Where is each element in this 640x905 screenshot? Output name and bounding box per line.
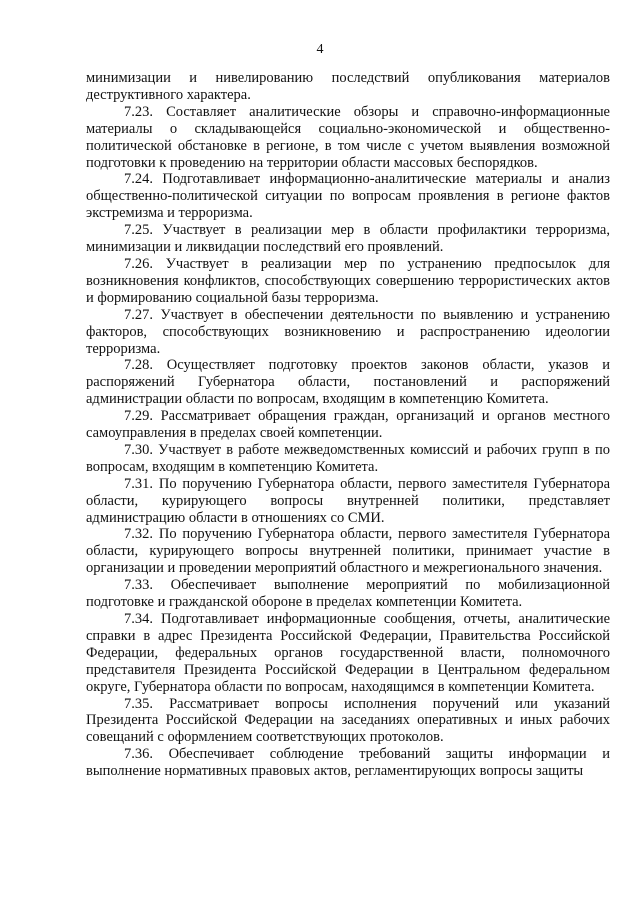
- paragraph-7-35: [86, 696, 610, 747]
- paragraph-number: 7.35.: [124, 695, 153, 712]
- paragraph-number: 7.27.: [124, 306, 153, 323]
- paragraph-number: 7.34.: [124, 611, 153, 627]
- paragraph-text: Подготавливает информационные сообщения, отчеты, аналитические справки в адрес Президента Российской Федерации, Правительства Российской Федерации, федеральных органов государственной власти, полномочного представителя Президента Российской Федерации в Центральном федеральном округе, Губернатора области по вопросам, находящимся в компетенции Комитета.: [86, 611, 611, 695]
- paragraph-text: По поручению Губернатора области, первого заместителя Губернатора области, курирующего вопросы внутренней политики, представляет администрацию области в отношениях со СМИ.: [86, 475, 611, 526]
- paragraph-7-27: [86, 307, 610, 358]
- paragraph-text: Участвует в реализации мер по устранению предпосылок для возникновения конфликтов, способствующих совершению террористических актов и формированию социальной базы терроризма.: [86, 255, 611, 306]
- paragraph-7-32: [86, 526, 610, 577]
- paragraph-text: Участвует в обеспечении деятельности по выявлению и устранению факторов, способствующих возникновению и распространению идеологии терроризма.: [86, 306, 611, 357]
- paragraph-7-36: [86, 746, 610, 780]
- paragraph-7-24: [86, 171, 610, 222]
- paragraph-number: 7.25.: [124, 222, 153, 239]
- paragraph-text: По поручению Губернатора области, первого заместителя Губернатора области, курирующего вопросы внутренней политики, принимает участие в организации и проведении мероприятий областного и межрегионального значения.: [86, 526, 611, 577]
- paragraph-number: 7.29.: [124, 408, 153, 425]
- paragraph-text: Рассматривает обращения граждан, организаций и органов местного самоуправления в пределах своей компетенции.: [86, 408, 610, 442]
- paragraph-text: Участвует в реализации мер в области профилактики терроризма, минимизации и ликвидации последствий его проявлений.: [86, 222, 610, 256]
- paragraph-text: минимизации и нивелированию последствий опубликования материалов деструктивного характера.: [86, 70, 610, 103]
- paragraph-7-23: [86, 104, 610, 172]
- paragraph-number: 7.23.: [124, 103, 153, 120]
- paragraph-number: 7.36.: [124, 746, 153, 763]
- paragraph-number: 7.30.: [124, 441, 153, 458]
- paragraph-7-28: [86, 357, 610, 408]
- page-number: 4: [316, 42, 324, 57]
- paragraph-7-34: [86, 611, 610, 696]
- paragraph-7-26: [86, 256, 610, 307]
- paragraph-text: Обеспечивает соблюдение требований защиты информации и выполнение нормативных правовых актов, регламентирующих вопросы защиты: [86, 746, 610, 780]
- paragraph-text: Составляет аналитические обзоры и справочно-информационные материалы о складывающейся социально-экономической и общественно-политической обстановке в регионе, в том числе с учетом выявления возможной подготовки к проведению на территории области массовых беспорядков.: [86, 103, 610, 171]
- paragraph-7-33: [86, 577, 610, 611]
- paragraph-7-31: [86, 476, 610, 527]
- paragraph-text: Обеспечивает выполнение мероприятий по мобилизационной подготовке и гражданской обороне в пределах компетенции Комитета.: [86, 577, 610, 611]
- paragraph-7-25: [86, 222, 610, 256]
- paragraph-text: Подготавливает информационно-аналитические материалы и анализ общественно-политической ситуации по вопросам проявления в регионе фактов экстремизма и терроризма.: [86, 171, 611, 222]
- paragraph-7-30: [86, 442, 610, 476]
- paragraph-number: 7.28.: [124, 357, 153, 374]
- paragraph-number: 7.33.: [124, 577, 153, 594]
- paragraph-number: 7.26.: [124, 255, 153, 272]
- paragraph-continuation: [86, 70, 610, 104]
- paragraph-number: 7.24.: [124, 171, 153, 188]
- paragraph-number: 7.32.: [124, 526, 153, 543]
- paragraph-number: 7.31.: [124, 475, 153, 492]
- paragraph-text: Рассматривает вопросы исполнения поручений или указаний Президента Российской Федерации на заседаниях оперативных и иных рабочих совещаний с оформлением соответствующих протоколов.: [86, 695, 610, 746]
- paragraph-7-29: [86, 408, 610, 442]
- document-body: [86, 70, 610, 780]
- paragraph-text: Осуществляет подготовку проектов законов области, указов и распоряжений Губернатора области, постановлений и распоряжений администрации области по вопросам, входящим в компетенцию Комитета.: [86, 357, 610, 408]
- paragraph-text: Участвует в работе межведомственных комиссий и рабочих групп в по вопросам, входящим в компетенцию Комитета.: [86, 441, 611, 475]
